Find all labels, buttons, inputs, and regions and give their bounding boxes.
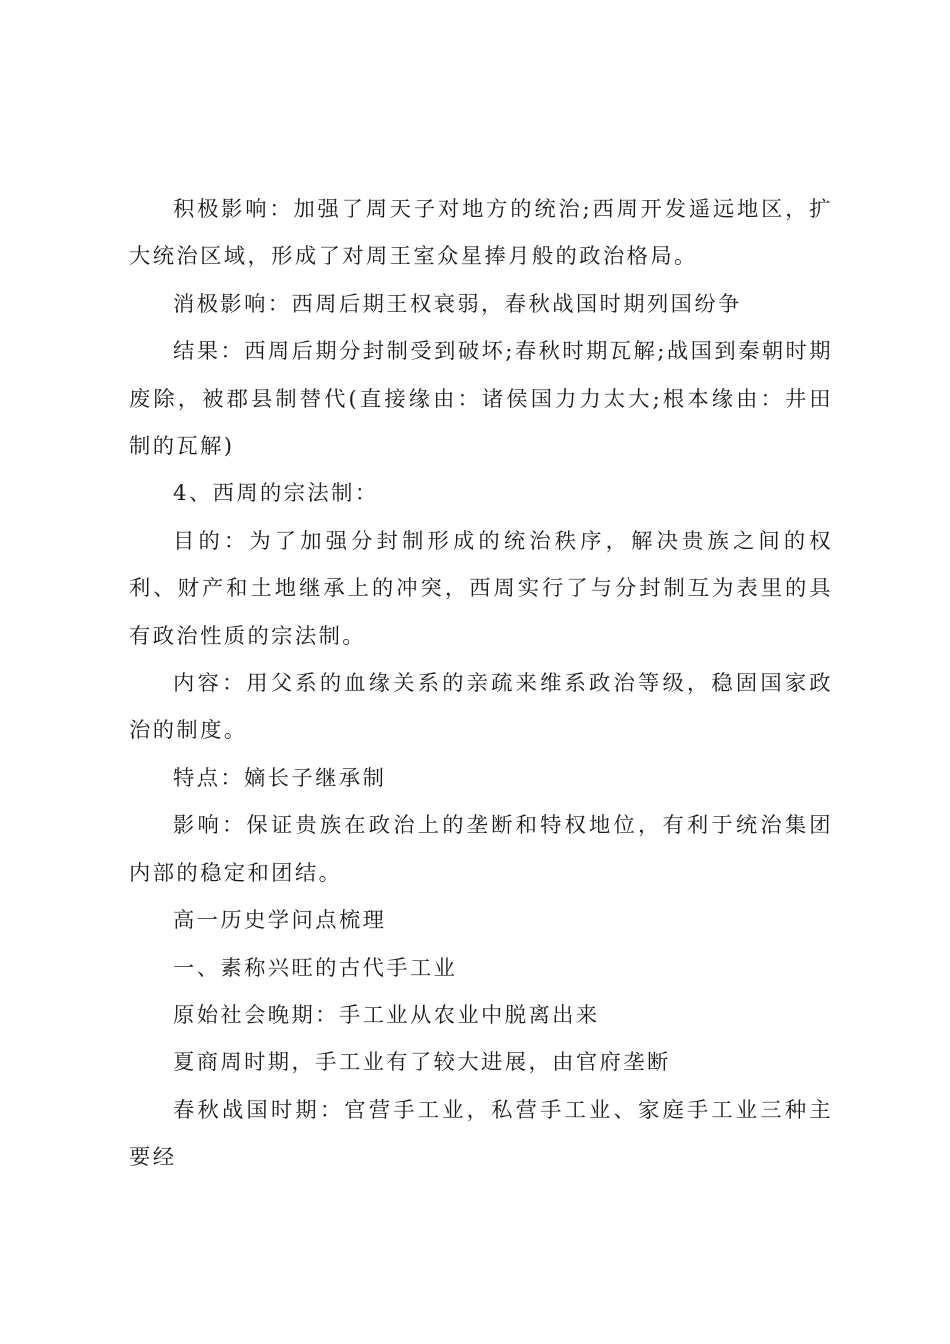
paragraph-purpose: 目的：为了加强分封制形成的统治秩序，解决贵族之间的权利、财产和土地继承上的冲突，西周实行了与分封制互为表里的具有政治性质的宗法制。 [129,528,833,649]
section-heading-clan-system: 4、西周的宗法制： [173,481,379,507]
paragraph-primitive-society: 原始社会晚期：手工业从农业中脱离出来 [173,1002,600,1028]
paragraph-xia-shang-zhou: 夏商周时期，手工业有了较大进展，由官府垄断 [173,1050,671,1076]
section-title-history-notes: 高一历史学问点梳理 [173,908,387,934]
paragraph-content: 内容：用父系的血缘关系的亲疏来维系政治等级，稳固国家政治的制度。 [129,671,833,744]
section-heading-handicraft: 一、素称兴旺的古代手工业 [173,955,458,981]
paragraph-result: 结果：西周后期分封制受到破坏;春秋时期瓦解;战国到秦朝时期废除，被郡县制替代(直接缘由：诸侯国力力太大;根本缘由：井田制的瓦解) [129,339,833,460]
paragraph-feature: 特点：嫡长子继承制 [173,765,387,791]
document-body [129,186,833,1182]
paragraph-negative-impact: 消极影响：西周后期王权衰弱，春秋战国时期列国纷争 [173,291,742,317]
paragraph-spring-autumn: 春秋战国时期：官营手工业，私营手工业、家庭手工业三种主要经 [129,1097,833,1171]
paragraph-influence: 影响：保证贵族在政治上的垄断和特权地位，有利于统治集团内部的稳定和团结。 [129,813,833,886]
paragraph-positive-impact: 积极影响：加强了周天子对地方的统治;西周开发遥远地区，扩大统治区域，形成了对周王室众星捧月般的政治格局。 [129,197,833,270]
